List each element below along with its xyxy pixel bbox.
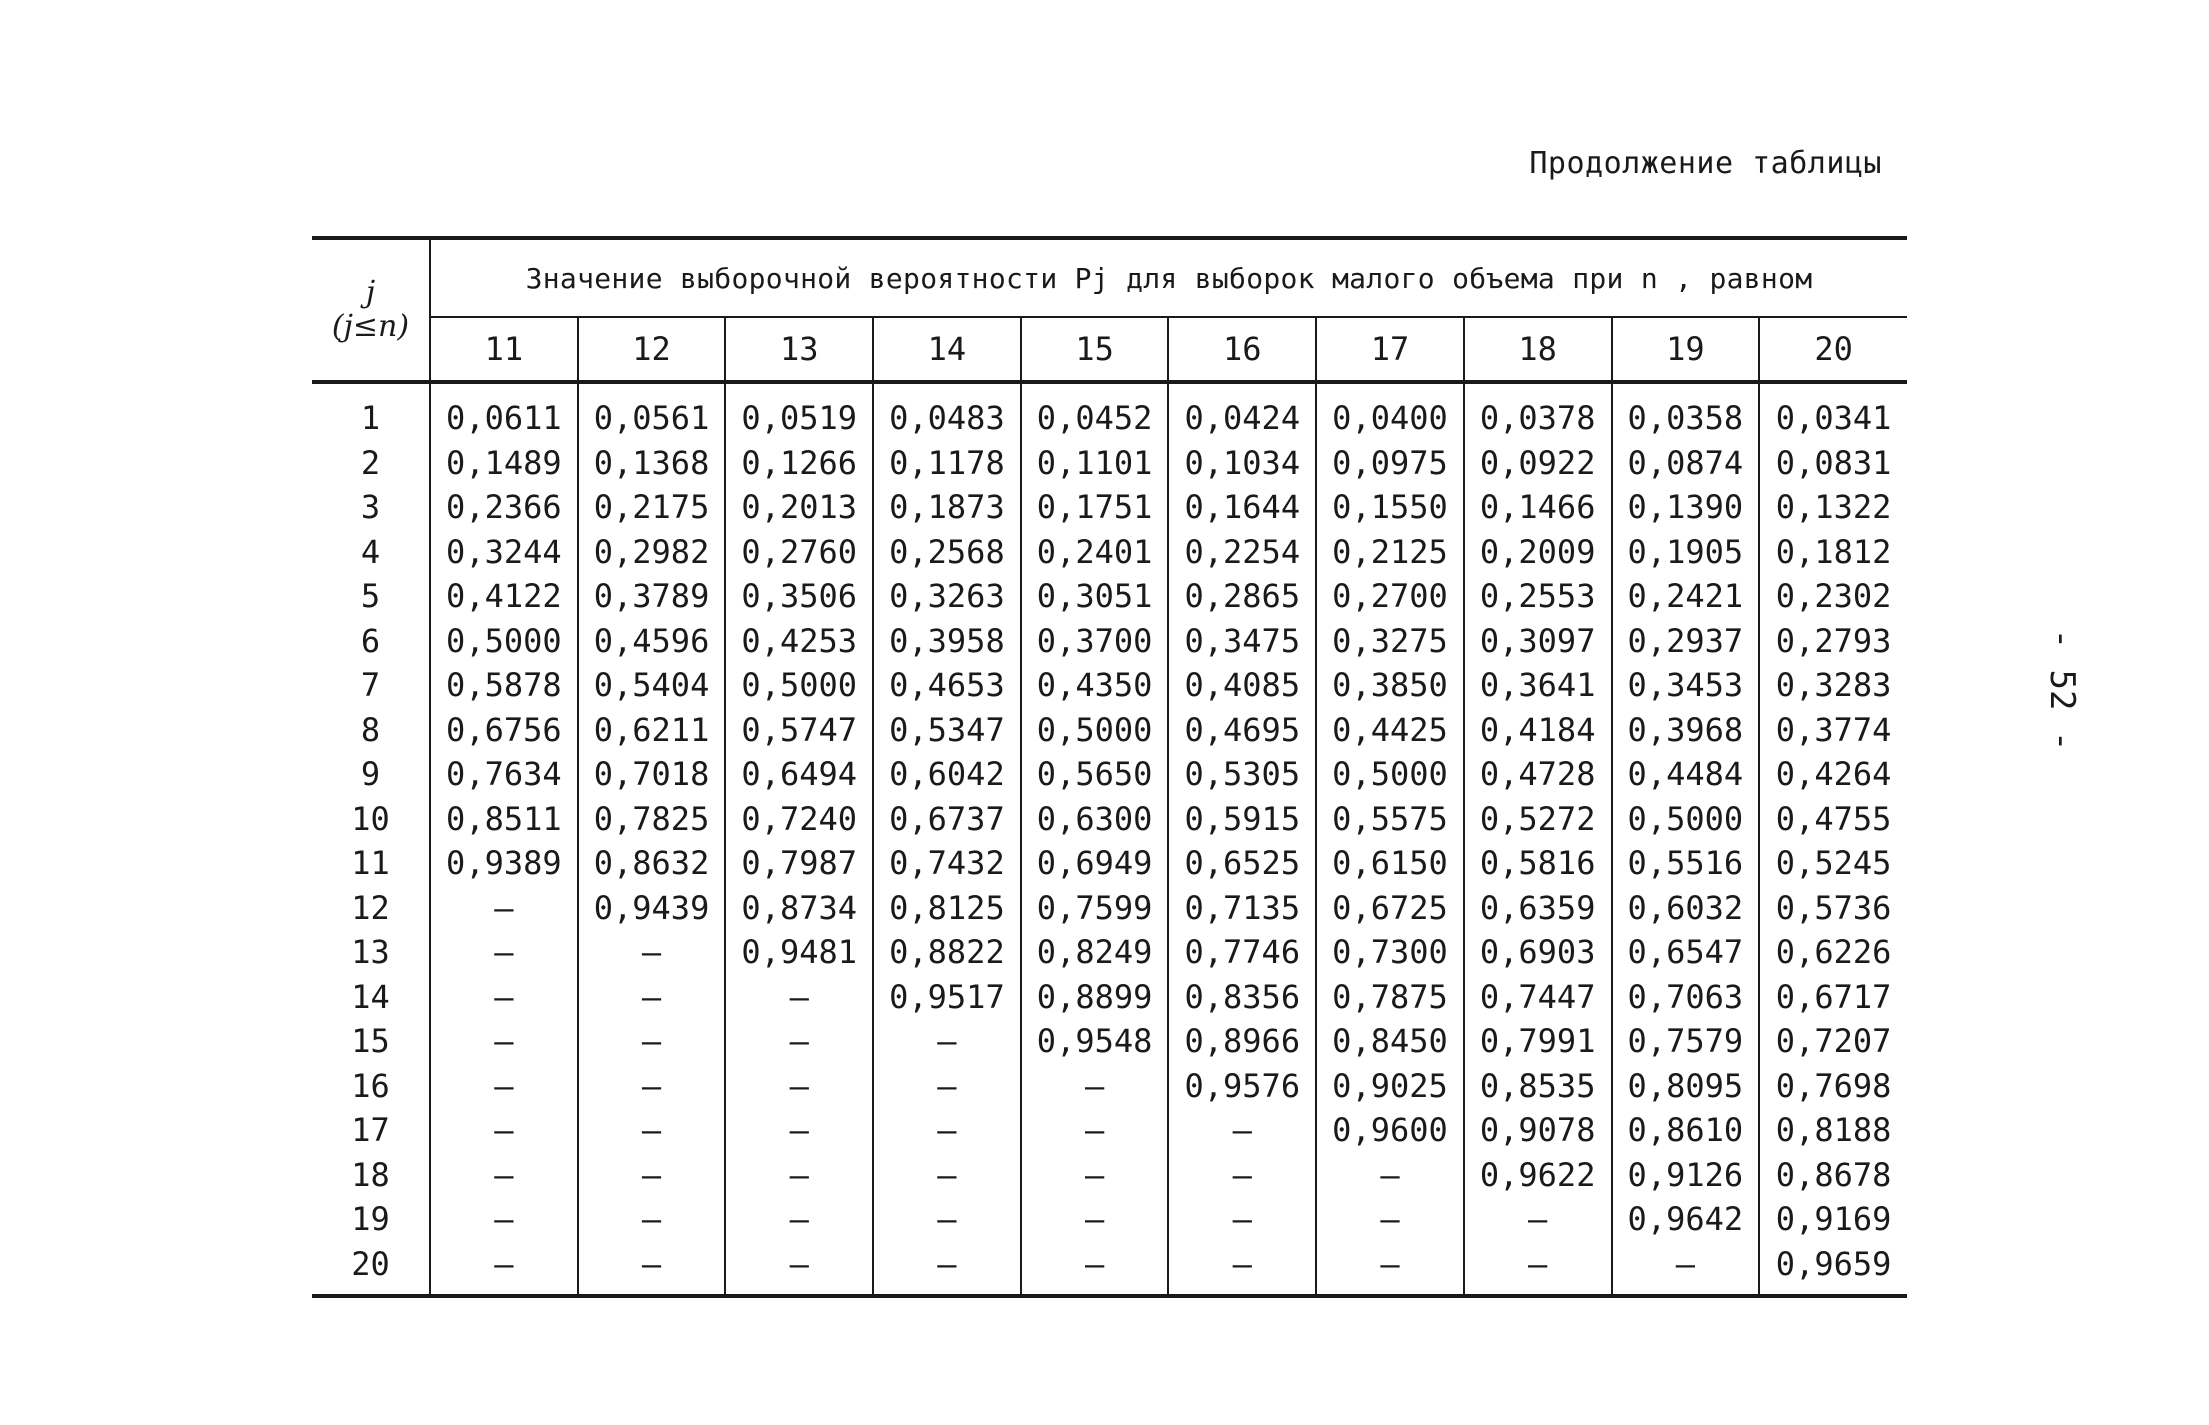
probability-value-cell: 0,2553 [1464,574,1612,619]
probability-value-cell: 0,3051 [1021,574,1169,619]
probability-value-cell: 0,0358 [1612,382,1760,441]
table-row [312,797,1907,842]
column-header-n: 17 [1316,317,1464,382]
empty-value-cell: – [494,1200,514,1239]
probability-value-cell: 0,4596 [578,619,726,664]
probability-value-cell: 0,2254 [1168,530,1316,575]
table-row [312,382,1907,441]
column-header-n: 12 [578,317,726,382]
probability-value-cell: 0,0874 [1612,441,1760,486]
probability-value-cell: 0,8966 [1168,1019,1316,1064]
probability-table [312,236,1907,1298]
row-index-cell: 2 [312,441,430,486]
probability-value-cell: 0,7746 [1168,930,1316,975]
probability-value-cell: 0,2700 [1316,574,1464,619]
probability-value-cell: 0,4122 [446,577,562,616]
probability-value-cell: 0,7875 [1316,975,1464,1020]
probability-value-cell: 0,9389 [446,844,562,883]
probability-value-cell: 0,1873 [873,485,1021,530]
empty-value-cell: – [873,1019,1021,1064]
empty-value-cell: – [1464,1242,1612,1297]
table-row [312,1108,1907,1153]
probability-value-cell: 0,0400 [1316,382,1464,441]
probability-value-cell: 0,8249 [1021,930,1169,975]
probability-value-cell: 0,6359 [1464,886,1612,931]
empty-value-cell: – [873,1153,1021,1198]
probability-value-cell: 0,5575 [1316,797,1464,842]
row-index-cell: 19 [312,1197,430,1242]
probability-value-cell: 0,0519 [725,382,873,441]
probability-value-cell: 0,3641 [1464,663,1612,708]
table-row [312,1019,1907,1064]
table-row [312,886,1907,931]
probability-value-cell: 0,4728 [1464,752,1612,797]
probability-value-cell: 0,7698 [1759,1064,1907,1109]
probability-value-cell: 0,1905 [1612,530,1760,575]
probability-value-cell: 0,6756 [446,710,562,749]
probability-value-cell: 0,2013 [725,485,873,530]
probability-value-cell: 0,9642 [1612,1197,1760,1242]
probability-value-cell: 0,7300 [1316,930,1464,975]
probability-value-cell: 0,6042 [873,752,1021,797]
probability-value-cell: 0,8535 [1464,1064,1612,1109]
empty-value-cell: – [1021,1108,1169,1153]
probability-value-cell: 0,1178 [873,441,1021,486]
probability-value-cell: 0,5305 [1168,752,1316,797]
table-continuation-caption: Продолжение таблицы [1529,146,1882,181]
table-row [312,441,1907,486]
probability-value-cell: 0,9622 [1464,1153,1612,1198]
probability-value-cell: 0,8678 [1759,1153,1907,1198]
empty-value-cell: – [1168,1153,1316,1198]
probability-value-cell: 0,5000 [1612,797,1760,842]
probability-value-cell: 0,2937 [1612,619,1760,664]
probability-value-cell: 0,0378 [1464,382,1612,441]
table-row [312,752,1907,797]
probability-value-cell: 0,2865 [1168,574,1316,619]
empty-value-cell: – [578,1108,726,1153]
probability-value-cell: 0,2982 [578,530,726,575]
probability-value-cell: 0,4425 [1316,708,1464,753]
column-header-n: 13 [725,317,873,382]
probability-value-cell: 0,3958 [873,619,1021,664]
row-index-cell: 9 [312,752,430,797]
table-row [312,1197,1907,1242]
column-header-n: 11 [430,317,578,382]
probability-value-cell: 0,1812 [1759,530,1907,575]
probability-value-cell: 0,9576 [1168,1064,1316,1109]
probability-value-cell: 0,5000 [1021,708,1169,753]
spanning-header: Значение выборочной вероятности Pj для выборок малого объема при n , равном [430,238,1907,317]
row-index-cell: 8 [312,708,430,753]
empty-value-cell: – [578,1242,726,1297]
probability-value-cell: 0,7825 [578,797,726,842]
empty-value-cell: – [1168,1197,1316,1242]
empty-value-cell: – [1021,1153,1169,1198]
column-header-n: 19 [1612,317,1760,382]
probability-value-cell: 0,9548 [1021,1019,1169,1064]
probability-value-cell: 0,5816 [1464,841,1612,886]
empty-value-cell: – [873,1242,1021,1297]
column-header-n: 20 [1759,317,1907,382]
row-index-cell: 12 [312,886,430,931]
empty-value-cell: – [725,1197,873,1242]
probability-value-cell: 0,8610 [1612,1108,1760,1153]
probability-value-cell: 0,1466 [1464,485,1612,530]
probability-value-cell: 0,5000 [1316,752,1464,797]
probability-value-cell: 0,2401 [1021,530,1169,575]
probability-value-cell: 0,0975 [1316,441,1464,486]
row-index-cell: 4 [312,530,430,575]
probability-value-cell: 0,3506 [725,574,873,619]
probability-value-cell: 0,4184 [1464,708,1612,753]
column-header-row [312,317,1907,382]
probability-value-cell: 0,8734 [725,886,873,931]
probability-value-cell: 0,5736 [1759,886,1907,931]
probability-value-cell: 0,0611 [446,399,562,438]
probability-value-cell: 0,3263 [873,574,1021,619]
probability-value-cell: 0,3275 [1316,619,1464,664]
table-row [312,485,1907,530]
probability-value-cell: 0,1644 [1168,485,1316,530]
probability-value-cell: 0,5245 [1759,841,1907,886]
probability-value-cell: 0,0561 [578,382,726,441]
table-row [312,708,1907,753]
probability-value-cell: 0,7063 [1612,975,1760,1020]
probability-value-cell: 0,7207 [1759,1019,1907,1064]
empty-value-cell: – [494,933,514,972]
probability-value-cell: 0,9481 [725,930,873,975]
probability-value-cell: 0,9169 [1759,1197,1907,1242]
empty-value-cell: – [1021,1064,1169,1109]
probability-value-cell: 0,0452 [1021,382,1169,441]
probability-value-cell: 0,7447 [1464,975,1612,1020]
probability-value-cell: 0,1751 [1021,485,1169,530]
probability-value-cell: 0,4085 [1168,663,1316,708]
probability-value-cell: 0,2760 [725,530,873,575]
row-index-cell: 6 [312,619,430,664]
probability-value-cell: 0,7599 [1021,886,1169,931]
table-row [312,663,1907,708]
probability-value-cell: 0,3097 [1464,619,1612,664]
probability-value-cell: 0,1101 [1021,441,1169,486]
empty-value-cell: – [578,975,726,1020]
probability-value-cell: 0,6525 [1168,841,1316,886]
empty-value-cell: – [1464,1197,1612,1242]
probability-value-cell: 0,5404 [578,663,726,708]
empty-value-cell: – [1316,1153,1464,1198]
empty-value-cell: – [494,1066,514,1105]
row-index-cell: 11 [312,841,430,886]
probability-value-cell: 0,8095 [1612,1064,1760,1109]
probability-value-cell: 0,5747 [725,708,873,753]
row-index-cell: 14 [312,975,430,1020]
probability-value-cell: 0,4653 [873,663,1021,708]
empty-value-cell: – [873,1197,1021,1242]
probability-value-cell: 0,5000 [446,621,562,660]
empty-value-cell: – [725,1108,873,1153]
empty-value-cell: – [1316,1197,1464,1242]
probability-value-cell: 0,3850 [1316,663,1464,708]
table-row [312,975,1907,1020]
probability-value-cell: 0,2175 [578,485,726,530]
probability-value-cell: 0,3789 [578,574,726,619]
table-row [312,1153,1907,1198]
probability-value-cell: 0,6211 [578,708,726,753]
probability-value-cell: 0,1390 [1612,485,1760,530]
probability-value-cell: 0,4350 [1021,663,1169,708]
probability-value-cell: 0,7579 [1612,1019,1760,1064]
empty-value-cell: – [1021,1242,1169,1297]
probability-value-cell: 0,1368 [578,441,726,486]
probability-value-cell: 0,3283 [1759,663,1907,708]
probability-value-cell: 0,4695 [1168,708,1316,753]
column-header-n: 15 [1021,317,1169,382]
page-number: - 52 - [2042,628,2082,752]
empty-value-cell: – [578,930,726,975]
row-index-cell: 17 [312,1108,430,1153]
probability-value-cell: 0,6150 [1316,841,1464,886]
row-index-cell: 7 [312,663,430,708]
probability-value-cell: 0,3475 [1168,619,1316,664]
row-index-cell: 13 [312,930,430,975]
probability-value-cell: 0,9078 [1464,1108,1612,1153]
probability-value-cell: 0,2125 [1316,530,1464,575]
probability-value-cell: 0,0483 [873,382,1021,441]
probability-value-cell: 0,7634 [446,755,562,794]
probability-value-cell: 0,7432 [873,841,1021,886]
probability-value-cell: 0,2009 [1464,530,1612,575]
probability-value-cell: 0,7018 [578,752,726,797]
probability-value-cell: 0,7987 [725,841,873,886]
empty-value-cell: – [725,1019,873,1064]
row-index-header [312,238,430,382]
probability-value-cell: 0,3244 [446,532,562,571]
table-row [312,574,1907,619]
row-index-cell: 5 [312,574,430,619]
probability-value-cell: 0,2421 [1612,574,1760,619]
probability-value-cell: 0,5650 [1021,752,1169,797]
row-index-cell: 16 [312,1064,430,1109]
row-header-symbol: j [365,274,376,310]
row-index-cell: 3 [312,485,430,530]
probability-value-cell: 0,1489 [446,443,562,482]
probability-value-cell: 0,2366 [446,488,562,527]
probability-value-cell: 0,9517 [873,975,1021,1020]
empty-value-cell: – [494,1111,514,1150]
table-row [312,1242,1907,1297]
column-header-n: 16 [1168,317,1316,382]
row-index-cell: 18 [312,1153,430,1198]
probability-value-cell: 0,8632 [578,841,726,886]
table-row [312,930,1907,975]
empty-value-cell: – [1168,1242,1316,1297]
table-row [312,841,1907,886]
probability-value-cell: 0,7135 [1168,886,1316,931]
probability-value-cell: 0,4264 [1759,752,1907,797]
probability-value-cell: 0,5516 [1612,841,1760,886]
probability-value-cell: 0,4253 [725,619,873,664]
empty-value-cell: – [1316,1242,1464,1297]
probability-value-cell: 0,7991 [1464,1019,1612,1064]
probability-value-cell: 0,1034 [1168,441,1316,486]
empty-value-cell: – [725,1242,873,1297]
probability-value-cell: 0,6717 [1759,975,1907,1020]
probability-value-cell: 0,4755 [1759,797,1907,842]
probability-value-cell: 0,6494 [725,752,873,797]
row-header-condition: (j≤n) [331,309,410,344]
table-row [312,619,1907,664]
probability-value-cell: 0,6547 [1612,930,1760,975]
table-row [312,1064,1907,1109]
table-body [312,382,1907,1296]
probability-value-cell: 0,9126 [1612,1153,1760,1198]
probability-value-cell: 0,7240 [725,797,873,842]
probability-value-cell: 0,6725 [1316,886,1464,931]
probability-value-cell: 0,9600 [1316,1108,1464,1153]
probability-value-cell: 0,0424 [1168,382,1316,441]
empty-value-cell: – [1168,1108,1316,1153]
probability-value-cell: 0,1266 [725,441,873,486]
empty-value-cell: – [494,888,514,927]
probability-value-cell: 0,3700 [1021,619,1169,664]
row-index-cell: 1 [312,382,430,441]
empty-value-cell: – [578,1153,726,1198]
probability-value-cell: 0,1550 [1316,485,1464,530]
empty-value-cell: – [1021,1197,1169,1242]
probability-value-cell: 0,5000 [725,663,873,708]
probability-value-cell: 0,0341 [1759,382,1907,441]
probability-value-cell: 0,8899 [1021,975,1169,1020]
row-index-cell: 20 [312,1242,430,1297]
probability-value-cell: 0,8188 [1759,1108,1907,1153]
row-index-cell: 15 [312,1019,430,1064]
empty-value-cell: – [873,1108,1021,1153]
empty-value-cell: – [430,1242,578,1297]
row-index-cell: 10 [312,797,430,842]
table-row [312,530,1907,575]
empty-value-cell: – [725,975,873,1020]
probability-value-cell: 0,0922 [1464,441,1612,486]
probability-value-cell: 0,8450 [1316,1019,1464,1064]
probability-value-cell: 0,6949 [1021,841,1169,886]
probability-value-cell: 0,5347 [873,708,1021,753]
probability-value-cell: 0,5915 [1168,797,1316,842]
probability-value-cell: 0,8822 [873,930,1021,975]
probability-value-cell: 0,8511 [446,799,562,838]
empty-value-cell: – [494,977,514,1016]
probability-value-cell: 0,9439 [578,886,726,931]
empty-value-cell: – [725,1064,873,1109]
empty-value-cell: – [1612,1242,1760,1297]
probability-value-cell: 0,8125 [873,886,1021,931]
empty-value-cell: – [873,1064,1021,1109]
probability-value-cell: 0,2793 [1759,619,1907,664]
probability-value-cell: 0,3774 [1759,708,1907,753]
probability-value-cell: 0,6032 [1612,886,1760,931]
probability-value-cell: 0,9659 [1759,1242,1907,1297]
probability-value-cell: 0,9025 [1316,1064,1464,1109]
probability-value-cell: 0,6903 [1464,930,1612,975]
empty-value-cell: – [494,1155,514,1194]
probability-value-cell: 0,8356 [1168,975,1316,1020]
probability-value-cell: 0,6226 [1759,930,1907,975]
probability-value-cell: 0,2302 [1759,574,1907,619]
empty-value-cell: – [725,1153,873,1198]
probability-value-cell: 0,0831 [1759,441,1907,486]
column-header-n: 14 [873,317,1021,382]
probability-value-cell: 0,3453 [1612,663,1760,708]
probability-value-cell: 0,6300 [1021,797,1169,842]
probability-value-cell: 0,1322 [1759,485,1907,530]
probability-value-cell: 0,3968 [1612,708,1760,753]
probability-value-cell: 0,5878 [446,666,562,705]
column-header-n: 18 [1464,317,1612,382]
probability-value-cell: 0,6737 [873,797,1021,842]
empty-value-cell: – [578,1019,726,1064]
empty-value-cell: – [578,1197,726,1242]
empty-value-cell: – [578,1064,726,1109]
probability-value-cell: 0,5272 [1464,797,1612,842]
probability-value-cell: 0,2568 [873,530,1021,575]
probability-value-cell: 0,4484 [1612,752,1760,797]
empty-value-cell: – [494,1022,514,1061]
